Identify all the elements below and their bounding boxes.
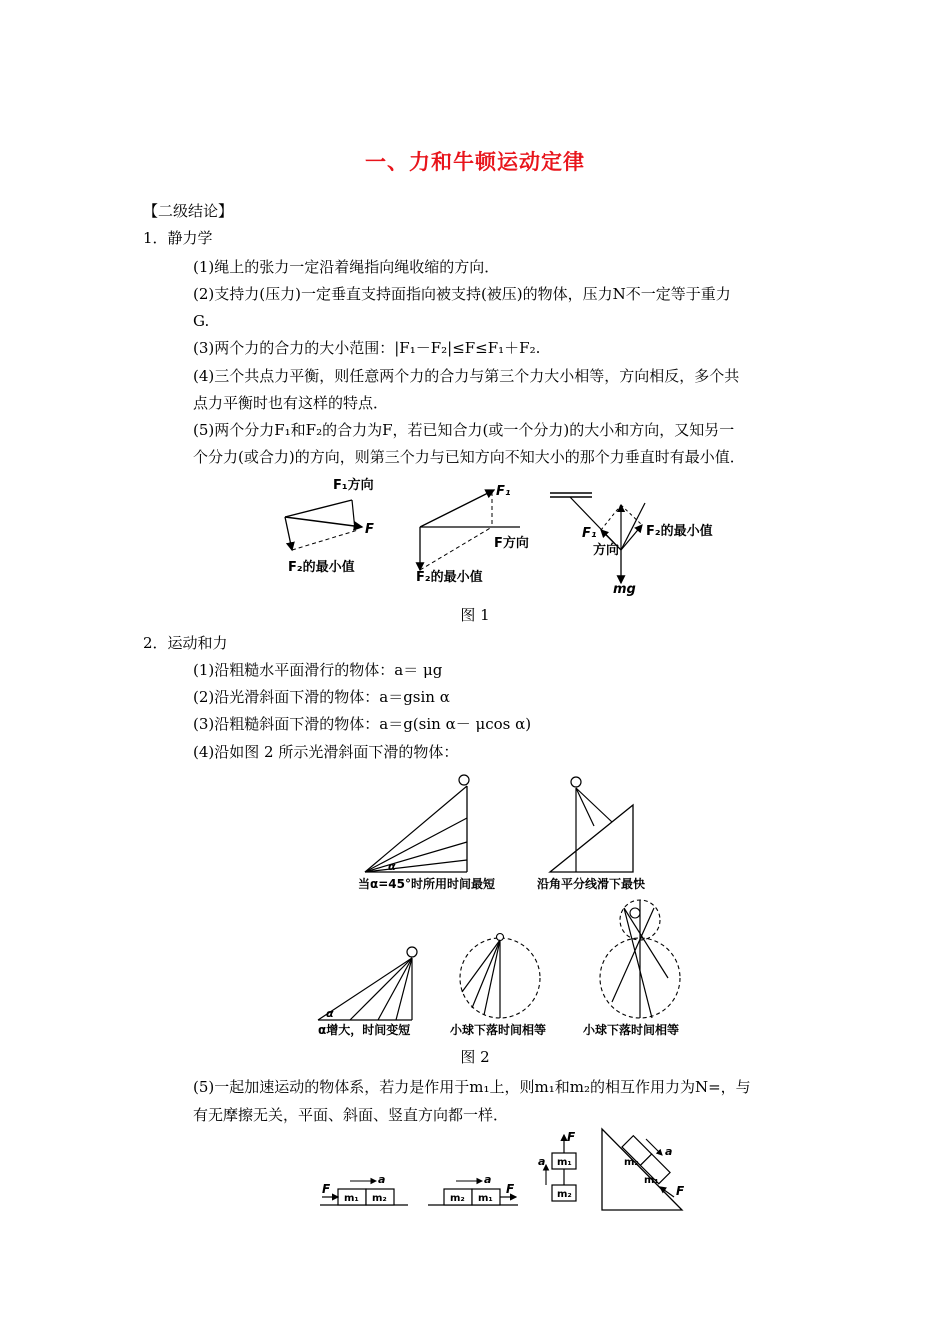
motion-item-1: (1)沿粗糙水平面滑行的物体：a＝ μg [193, 661, 443, 679]
fig3-panel-horizontal-1 [320, 1173, 408, 1205]
fig1-panel-c [550, 493, 713, 597]
statics-item-5-cont: 个分力(或合力)的方向，则第三个力与已知方向不知大小的那个力垂直时有最小值． [193, 448, 745, 466]
fig3c-m1-label: m₁ [557, 1157, 572, 1168]
fig3d-m1-label: m₁ [644, 1175, 659, 1186]
fig3b-a-label: a [484, 1173, 492, 1186]
statics-item-5: (5)两个分力F₁和F₂的合力为F，若已知合力(或一个分力)的大小和方向，又知另一 [193, 421, 735, 439]
figure-1-caption: 图 1 [460, 606, 490, 624]
fig1a-f2-min-label: F₂的最小值 [288, 560, 355, 575]
motion-item-5-cont: 有无摩擦无关，平面、斜面、竖直方向都一样． [193, 1106, 509, 1124]
fig1c-f1-label: F₁ [582, 526, 597, 541]
fig2-label-3: α增大，时间变短 [318, 1023, 411, 1037]
fig3a-m1-label: m₁ [344, 1193, 359, 1204]
fig1-panel-b [416, 484, 529, 585]
fig3a-a-label: a [378, 1173, 386, 1186]
section-tag: 【二级结论】 [143, 202, 234, 220]
fig2-label-1: 当α=45°时所用时间最短 [358, 877, 495, 891]
statics-item-2: (2)支持力(压力)一定垂直支持面指向被支持(被压)的物体，压力N不一定等于重力 [193, 285, 731, 303]
figure-2-caption: 图 2 [460, 1048, 490, 1066]
fig1c-f2-min-label: F₂的最小值 [646, 524, 713, 539]
fig1c-direction-label: 方向 [593, 543, 620, 558]
fig2-alpha-label-2: α [326, 1007, 334, 1020]
section-1-heading: 1．静力学 [143, 229, 213, 247]
fig3d-f-label: F [676, 1184, 685, 1198]
motion-item-4: (4)沿如图 2 所示光滑斜面下滑的物体： [193, 743, 459, 761]
statics-item-3: (3)两个力的合力的大小范围：|F₁－F₂|≤F≤F₁＋F₂. [193, 339, 541, 357]
fig2-label-2: 沿角平分线滑下最快 [537, 877, 646, 891]
statics-item-2-cont: G. [193, 312, 210, 330]
fig2-panel-5 [600, 900, 680, 1018]
fig2-panel-2 [550, 777, 633, 872]
fig1a-f1-direction-label: F₁方向 [333, 478, 374, 493]
page-title: 一、力和牛顿运动定律 [365, 150, 585, 174]
motion-item-5: (5)一起加速运动的物体系，若力是作用于m₁上，则m₁和m₂的相互作用力为N=，与 [193, 1078, 751, 1096]
fig1-panel-a [285, 477, 374, 575]
fig3d-a-label: a [665, 1145, 673, 1158]
statics-item-1: (1)绳上的张力一定沿着绳指向绳收缩的方向． [193, 258, 500, 276]
fig3-panel-horizontal-2 [428, 1173, 518, 1205]
fig3d-m2-label: m₂ [624, 1157, 639, 1168]
fig1c-mg-label: mg [613, 582, 636, 597]
fig2-alpha-label: α [388, 860, 396, 873]
fig1b-f2-min-label: F₂的最小值 [416, 570, 483, 585]
statics-item-4: (4)三个共点力平衡，则任意两个力的合力与第三个力大小相等，方向相反，多个共 [193, 367, 740, 385]
fig3b-m1-label: m₁ [478, 1193, 493, 1204]
fig3b-f-label: F [506, 1182, 515, 1196]
fig2-panel-4 [460, 934, 540, 1019]
fig3-panel-vertical [538, 1130, 576, 1201]
fig1a-f-label: F [365, 522, 374, 537]
fig3a-f-label: F [322, 1182, 331, 1196]
fig1b-f-direction-label: F方向 [494, 536, 529, 551]
fig3b-m2-label: m₂ [450, 1193, 465, 1204]
motion-item-3: (3)沿粗糙斜面下滑的物体：a＝g(sin α－ μcos α) [193, 715, 532, 733]
statics-item-4-cont: 点力平衡时也有这样的特点． [193, 394, 389, 412]
figure-3-diagram [310, 1125, 710, 1220]
figure-2-diagram [300, 770, 700, 1045]
fig2-panel-3 [318, 947, 417, 1020]
section-2-heading: 2．运动和力 [143, 634, 228, 652]
fig2-label-5: 小球下落时间相等 [583, 1023, 680, 1037]
fig2-label-4: 小球下落时间相等 [450, 1023, 547, 1037]
fig2-panel-1 [365, 775, 469, 873]
fig3c-a-label: a [538, 1155, 546, 1168]
fig3c-m2-label: m₂ [557, 1189, 572, 1200]
fig3a-m2-label: m₂ [372, 1193, 387, 1204]
motion-item-2: (2)沿光滑斜面下滑的物体：a＝gsin α [193, 688, 450, 706]
fig3-panel-incline [602, 1129, 685, 1210]
fig3c-f-label: F [567, 1130, 576, 1144]
fig1b-f1-label: F₁ [496, 484, 511, 499]
figure-1-diagram [270, 475, 750, 600]
